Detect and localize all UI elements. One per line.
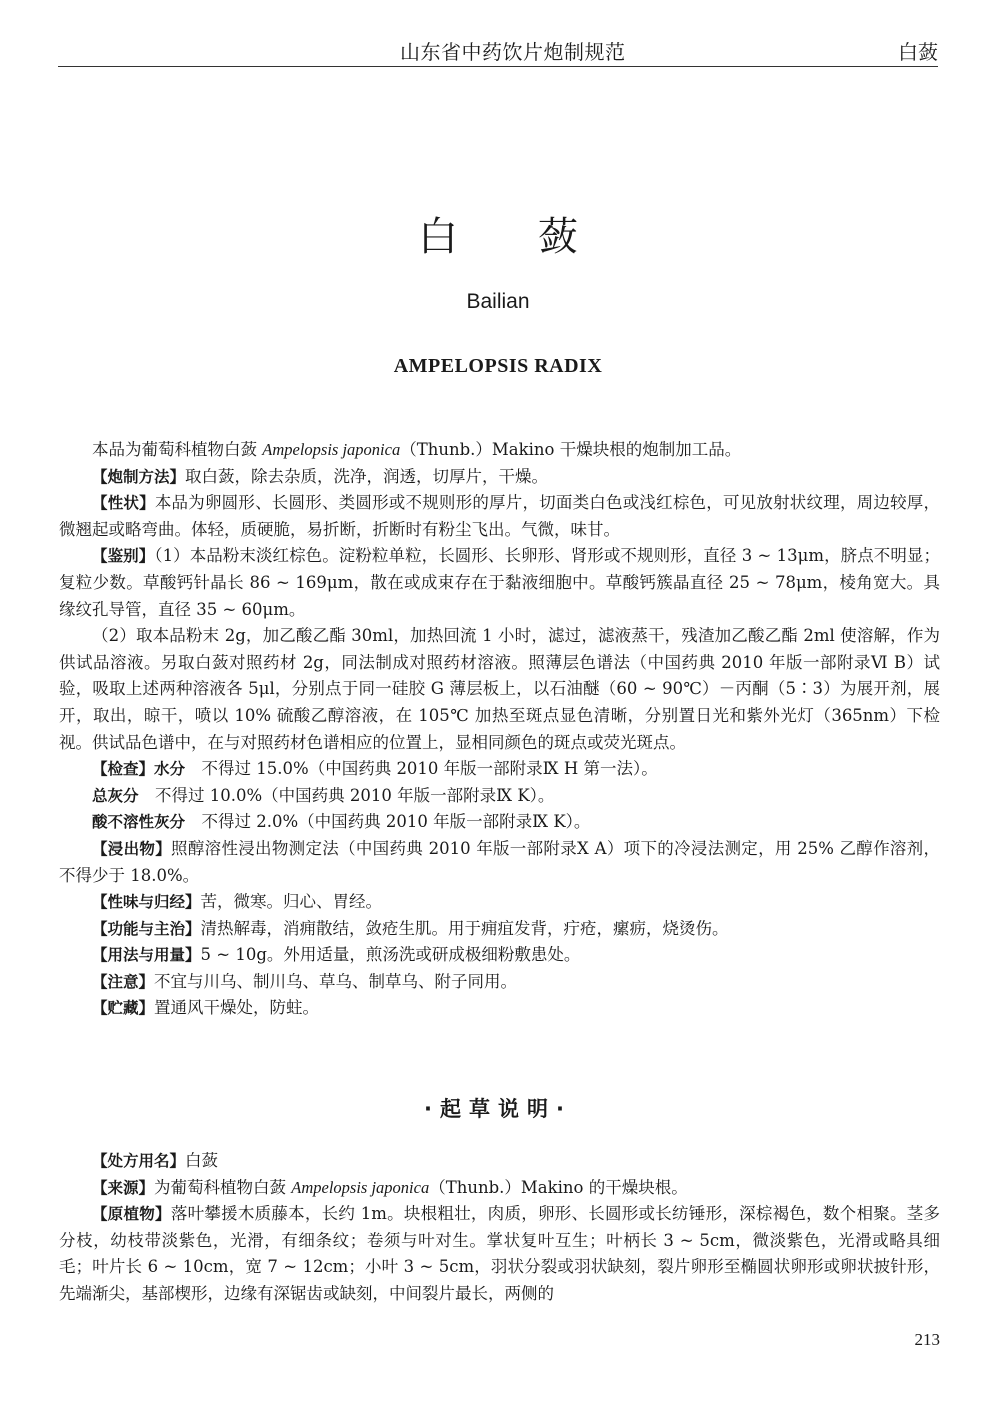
species-name: Ampelopsis japonica	[262, 440, 401, 459]
inspection-total-ash: 总灰分 不得过 10.0%（中国药典 2010 年版一部附录Ⅸ K）。	[92, 785, 555, 805]
monograph-body	[59, 437, 940, 1022]
section-label: 【来源】	[92, 1178, 155, 1197]
section-label: 【用法与用量】	[92, 946, 201, 965]
header-herb-name: 白蔹	[898, 40, 938, 64]
storage-paragraph: 【贮藏】置通风干燥处，防蛀。	[92, 998, 320, 1018]
original-plant-paragraph: 【原植物】落叶攀援木质藤本，长约 1m。块根粗壮，肉质，卵形、长圆形或长纺锤形，深棕褐色，数个相聚。茎多分枝，幼枝带淡紫色，光滑，有细条纹；卷须与叶对生。掌状复叶互生；叶柄长 3 ~ 5cm，微淡紫色，光滑或略具细毛；叶片长 6 ~ 10cm，宽 7 ~ 12cm；小叶 3 ~ 5cm，羽状分裂或羽状缺刻，裂片卵形至椭圆状卵形或卵状披针形，先端渐尖，基部楔形，边缘有深锯齿或缺刻，中间裂片最长，两侧的	[59, 1204, 940, 1303]
section-label: 【浸出物】	[92, 839, 172, 858]
section-label: 【性状】	[92, 494, 155, 513]
taste-meridian-paragraph: 【性味与归经】苦，微寒。归心、胃经。	[92, 892, 383, 912]
book-title: 山东省中药饮片炮制规范	[400, 40, 626, 64]
prescription-name-paragraph: 【处方用名】白蔹	[92, 1151, 219, 1170]
running-header	[58, 32, 938, 67]
section-label: 【处方用名】	[92, 1152, 186, 1170]
identification-paragraph-2: （2）取本品粉末 2g，加乙酸乙酯 30ml，加热回流 1 小时，滤过，滤液蒸干，残渣加乙酸乙酯 2ml 使溶解，作为供试品溶液。另取白蔹对照药材 2g，同法制成对照药材溶液。照薄层色谱法（中国药典 2010 年版一部附录Ⅵ B）试验，吸取上述两种溶液各 5μl，分别点于同一硅胶 G 薄层板上，以石油醚（60 ~ 90℃）－丙酮（5∶3）为展开剂，展开，取出，晾干，喷以 10% 硫酸乙醇溶液，在 105℃ 加热至斑点显色清晰，分别置日光和紫外光灯（365nm）下检视。供试品色谱中，在与对照药材色谱相应的位置上，显相同颜色的斑点或荧光斑点。	[59, 626, 940, 752]
sub-label: 水分	[154, 760, 186, 779]
species-name: Ampelopsis japonica	[291, 1177, 430, 1197]
extract-paragraph: 【浸出物】照醇溶性浸出物测定法（中国药典 2010 年版一部附录Ⅹ A）项下的冷浸法测定，用 25% 乙醇作溶剂，不得少于 18.0%。	[59, 838, 940, 885]
inspection-water: 【检查】水分 不得过 15.0%（中国药典 2010 年版一部附录Ⅸ H 第一法）。	[92, 759, 658, 779]
sub-label: 酸不溶性灰分	[92, 813, 186, 832]
sub-label: 总灰分	[92, 786, 139, 805]
section-label: 【贮藏】	[92, 999, 155, 1018]
section-label: 【炮制方法】	[92, 467, 186, 486]
page-number: 213	[914, 1330, 940, 1349]
section-label: 【性味与归经】	[92, 893, 201, 912]
section-label: 【原植物】	[92, 1205, 171, 1224]
usage-paragraph: 【用法与用量】5 ~ 10g。外用适量，煎汤洗或研成极细粉敷患处。	[92, 945, 581, 965]
function-paragraph: 【功能与主治】清热解毒，消痈散结，敛疮生肌。用于痈疽发背，疔疮，瘰疬，烧烫伤。	[92, 918, 729, 938]
inspection-acid-ash: 酸不溶性灰分 不得过 2.0%（中国药典 2010 年版一部附录Ⅸ K）。	[92, 812, 591, 832]
caution-paragraph: 【注意】不宜与川乌、制川乌、草乌、制草乌、附子同用。	[92, 971, 518, 991]
source-paragraph: 【来源】为葡萄科植物白蔹 Ampelopsis japonica（Thunb.）Makino 的干燥块根。	[92, 1177, 688, 1197]
identification-paragraph-1: 【鉴别】（1）本品粉末淡红棕色。淀粉粒单粒，长圆形、长卵形、肾形或不规则形，直径 3 ~ 13μm，脐点不明显；复粒少数。草酸钙针晶长 86 ~ 169μm，散在或成束存在于黏液细胞中。草酸钙簇晶直径 25 ~ 78μm，棱角宽大。具缘纹孔导管，直径 35 ~ 60μm。	[59, 546, 940, 619]
intro-paragraph: 本品为葡萄科植物白蔹 Ampelopsis japonica（Thunb.）Makino 干燥块根的炮制加工品。	[92, 440, 742, 459]
section-label: 【鉴别】	[92, 547, 155, 566]
latin-title: AMPELOPSIS RADIX	[393, 355, 603, 377]
characteristics-paragraph: 【性状】本品为卵圆形、长圆形、类圆形或不规则形的厚片，切面类白色或浅红棕色，可见放射状纹理，周边较厚，微翘起或略弯曲。体轻，质硬脆，易折断，折断时有粉尘飞出。气微，味甘。	[59, 493, 940, 539]
drafting-notes-title: ·起草说明·	[424, 1097, 572, 1121]
section-label: 【注意】	[92, 972, 155, 991]
section-label: 【功能与主治】	[92, 919, 201, 938]
section-label: 【检查】	[92, 760, 155, 779]
drafting-notes-body	[59, 1148, 940, 1308]
pinyin-title: Bailian	[466, 290, 530, 313]
processing-method-paragraph: 【炮制方法】取白蔹，除去杂质，洗净，润透，切厚片，干燥。	[92, 466, 549, 486]
monograph-title: 白蔹	[418, 214, 658, 260]
